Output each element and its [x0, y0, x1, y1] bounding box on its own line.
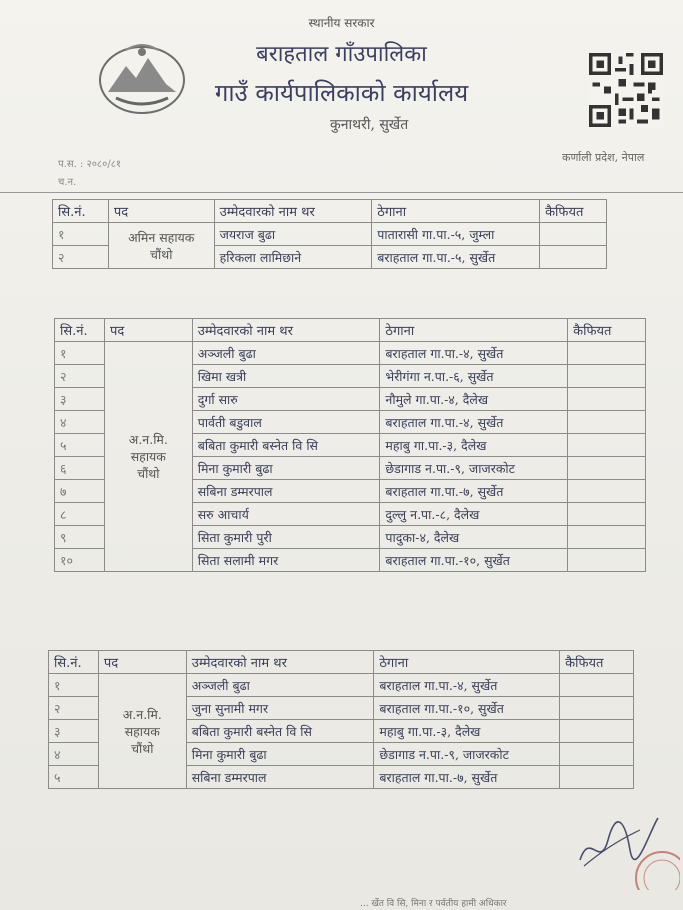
col-header-name: उम्मेदवारको नाम थर: [192, 319, 380, 342]
cell-remarks: [560, 743, 634, 766]
cell-post: [104, 342, 192, 572]
cell-name: सिता सलामी मगर: [192, 549, 380, 572]
office-name: गाउँ कार्यपालिकाको कार्यालय: [214, 79, 469, 107]
cell-remarks: [568, 411, 646, 434]
col-header-post: पद: [98, 651, 186, 674]
cell-post: [108, 223, 214, 269]
cell-sn: १: [53, 223, 109, 246]
cell-address: बराहताल गा.पा.-५, सुर्खेत: [372, 246, 540, 269]
signature-stamp-icon: [570, 800, 680, 890]
cell-name: सरु आचार्य: [192, 503, 380, 526]
cell-sn: ३: [55, 388, 105, 411]
col-header-post: पद: [108, 200, 214, 223]
table-header-row: [49, 651, 634, 674]
cell-address: बराहताल गा.पा.-४, सुर्खेत: [380, 411, 568, 434]
post-line: सहायक: [130, 449, 166, 464]
cell-address: बराहताल गा.पा.-१०, सुर्खेत: [380, 549, 568, 572]
col-header-name: उम्मेदवारको नाम थर: [186, 651, 374, 674]
cell-remarks: [568, 388, 646, 411]
cell-remarks: [568, 365, 646, 388]
table-row: [55, 342, 646, 365]
cell-name: सिता कुमारी पुरी: [192, 526, 380, 549]
post-line: चौंथो: [150, 246, 173, 262]
col-header-remarks: कैफियत: [568, 319, 646, 342]
col-header-address: ठेगाना: [372, 200, 540, 223]
cell-sn: ६: [55, 457, 105, 480]
cell-remarks: [568, 480, 646, 503]
cell-sn: १: [49, 674, 99, 697]
cell-address: बराहताल गा.पा.-४, सुर्खेत: [380, 342, 568, 365]
cell-remarks: [568, 434, 646, 457]
cell-address: भेरीगंगा न.पा.-६, सुर्खेत: [380, 365, 568, 388]
cell-address: बराहताल गा.पा.-७, सुर्खेत: [380, 480, 568, 503]
cell-sn: ८: [55, 503, 105, 526]
col-header-address: ठेगाना: [380, 319, 568, 342]
cell-address: छेडागाड न.पा.-९, जाजरकोट: [380, 457, 568, 480]
col-header-sn: सि.नं.: [53, 200, 109, 223]
cell-remarks: [540, 246, 607, 269]
dispatch-number: च.न.: [58, 177, 77, 188]
col-header-address: ठेगाना: [374, 651, 560, 674]
office-location: कुनाथरी, सुर्खेत: [330, 117, 409, 133]
cell-name: अञ्जली बुढा: [192, 342, 380, 365]
cell-address: बराहताल गा.पा.-४, सुर्खेत: [374, 674, 560, 697]
cell-name: सबिना डम्मरपाल: [186, 766, 374, 789]
cell-address: पातारासी गा.पा.-५, जुम्ला: [372, 223, 540, 246]
table-amin-sahayak: [52, 199, 607, 269]
cell-address: छेडागाड न.पा.-९, जाजरकोट: [374, 743, 560, 766]
cell-address: बराहताल गा.पा.-१०, सुर्खेत: [374, 697, 560, 720]
cell-name: पार्वती बडुवाल: [192, 411, 380, 434]
cell-remarks: [568, 503, 646, 526]
cell-name: मिना कुमारी बुढा: [186, 743, 374, 766]
cell-remarks: [540, 223, 607, 246]
cell-address: महाबु गा.पा.-३, दैलेख: [374, 720, 560, 743]
cell-remarks: [568, 342, 646, 365]
cell-address: पादुका-४, दैलेख: [380, 526, 568, 549]
reference-number: प.स. : २०८०/८१: [58, 159, 122, 170]
cell-sn: १: [55, 342, 105, 365]
cell-sn: १०: [55, 549, 105, 572]
col-header-remarks: कैफियत: [540, 200, 607, 223]
gov-label: स्थानीय सरकार: [308, 16, 375, 30]
post-line: अ.न.मि.: [122, 706, 162, 722]
cell-name: बबिता कुमारी बस्नेत वि सि: [192, 434, 380, 457]
cell-sn: २: [53, 246, 109, 269]
qr-code-icon: [589, 52, 663, 128]
cell-address: बराहताल गा.पा.-७, सुर्खेत: [374, 766, 560, 789]
table-row: [53, 223, 607, 246]
cell-sn: ४: [49, 743, 99, 766]
cell-sn: ४: [55, 411, 105, 434]
table-header-row: [55, 319, 646, 342]
cell-remarks: [568, 549, 646, 572]
cell-post: [98, 674, 186, 789]
cell-sn: ३: [49, 720, 99, 743]
col-header-remarks: कैफियत: [560, 651, 634, 674]
cell-name: मिना कुमारी बुढा: [192, 457, 380, 480]
cell-name: अञ्जली बुढा: [186, 674, 374, 697]
cell-name: हरिकला लामिछाने: [214, 246, 372, 269]
col-header-name: उम्मेदवारको नाम थर: [214, 200, 372, 223]
col-header-sn: सि.नं.: [49, 651, 99, 674]
header-divider: [0, 192, 683, 193]
cell-address: नौमुले गा.पा.-४, दैलेख: [380, 388, 568, 411]
post-line: अमिन सहायक: [128, 229, 195, 245]
cell-name: दुर्गा सारु: [192, 388, 380, 411]
post-line: अ.न.मि.: [128, 432, 168, 447]
cell-sn: ७: [55, 480, 105, 503]
table-anmi-sahayak: [54, 318, 646, 572]
cell-remarks: [568, 457, 646, 480]
post-line: सहायक: [124, 723, 160, 739]
cell-remarks: [560, 697, 634, 720]
cell-remarks: [560, 720, 634, 743]
municipality-name: बराहताल गाँउपालिका: [256, 42, 427, 67]
post-line: चौंथो: [131, 740, 154, 756]
cell-remarks: [568, 526, 646, 549]
col-header-sn: सि.नं.: [55, 319, 105, 342]
cell-sn: ५: [49, 766, 99, 789]
col-header-post: पद: [104, 319, 192, 342]
cell-remarks: [560, 674, 634, 697]
cell-sn: २: [49, 697, 99, 720]
footer-cut-text: ... र्खेत वि सि, मिना र पर्वतीय हामी अधिकार: [360, 899, 507, 909]
cell-sn: २: [55, 365, 105, 388]
cell-address: महाबु गा.पा.-३, दैलेख: [380, 434, 568, 457]
table-header-row: [53, 200, 607, 223]
post-line: चौंथो: [137, 466, 160, 481]
cell-address: दुल्लु न.पा.-८, दैलेख: [380, 503, 568, 526]
province-label: कर्णाली प्रदेश, नेपाल: [562, 151, 645, 164]
table-anmi-sahayak-shortlist: [48, 650, 634, 789]
cell-remarks: [560, 766, 634, 789]
cell-name: खिमा खत्री: [192, 365, 380, 388]
cell-sn: ५: [55, 434, 105, 457]
cell-name: जुना सुनामी मगर: [186, 697, 374, 720]
cell-name: बबिता कुमारी बस्नेत वि सि: [186, 720, 374, 743]
table-row: [49, 674, 634, 697]
cell-name: सबिना डम्मरपाल: [192, 480, 380, 503]
cell-sn: ९: [55, 526, 105, 549]
cell-name: जयराज बुढा: [214, 223, 372, 246]
